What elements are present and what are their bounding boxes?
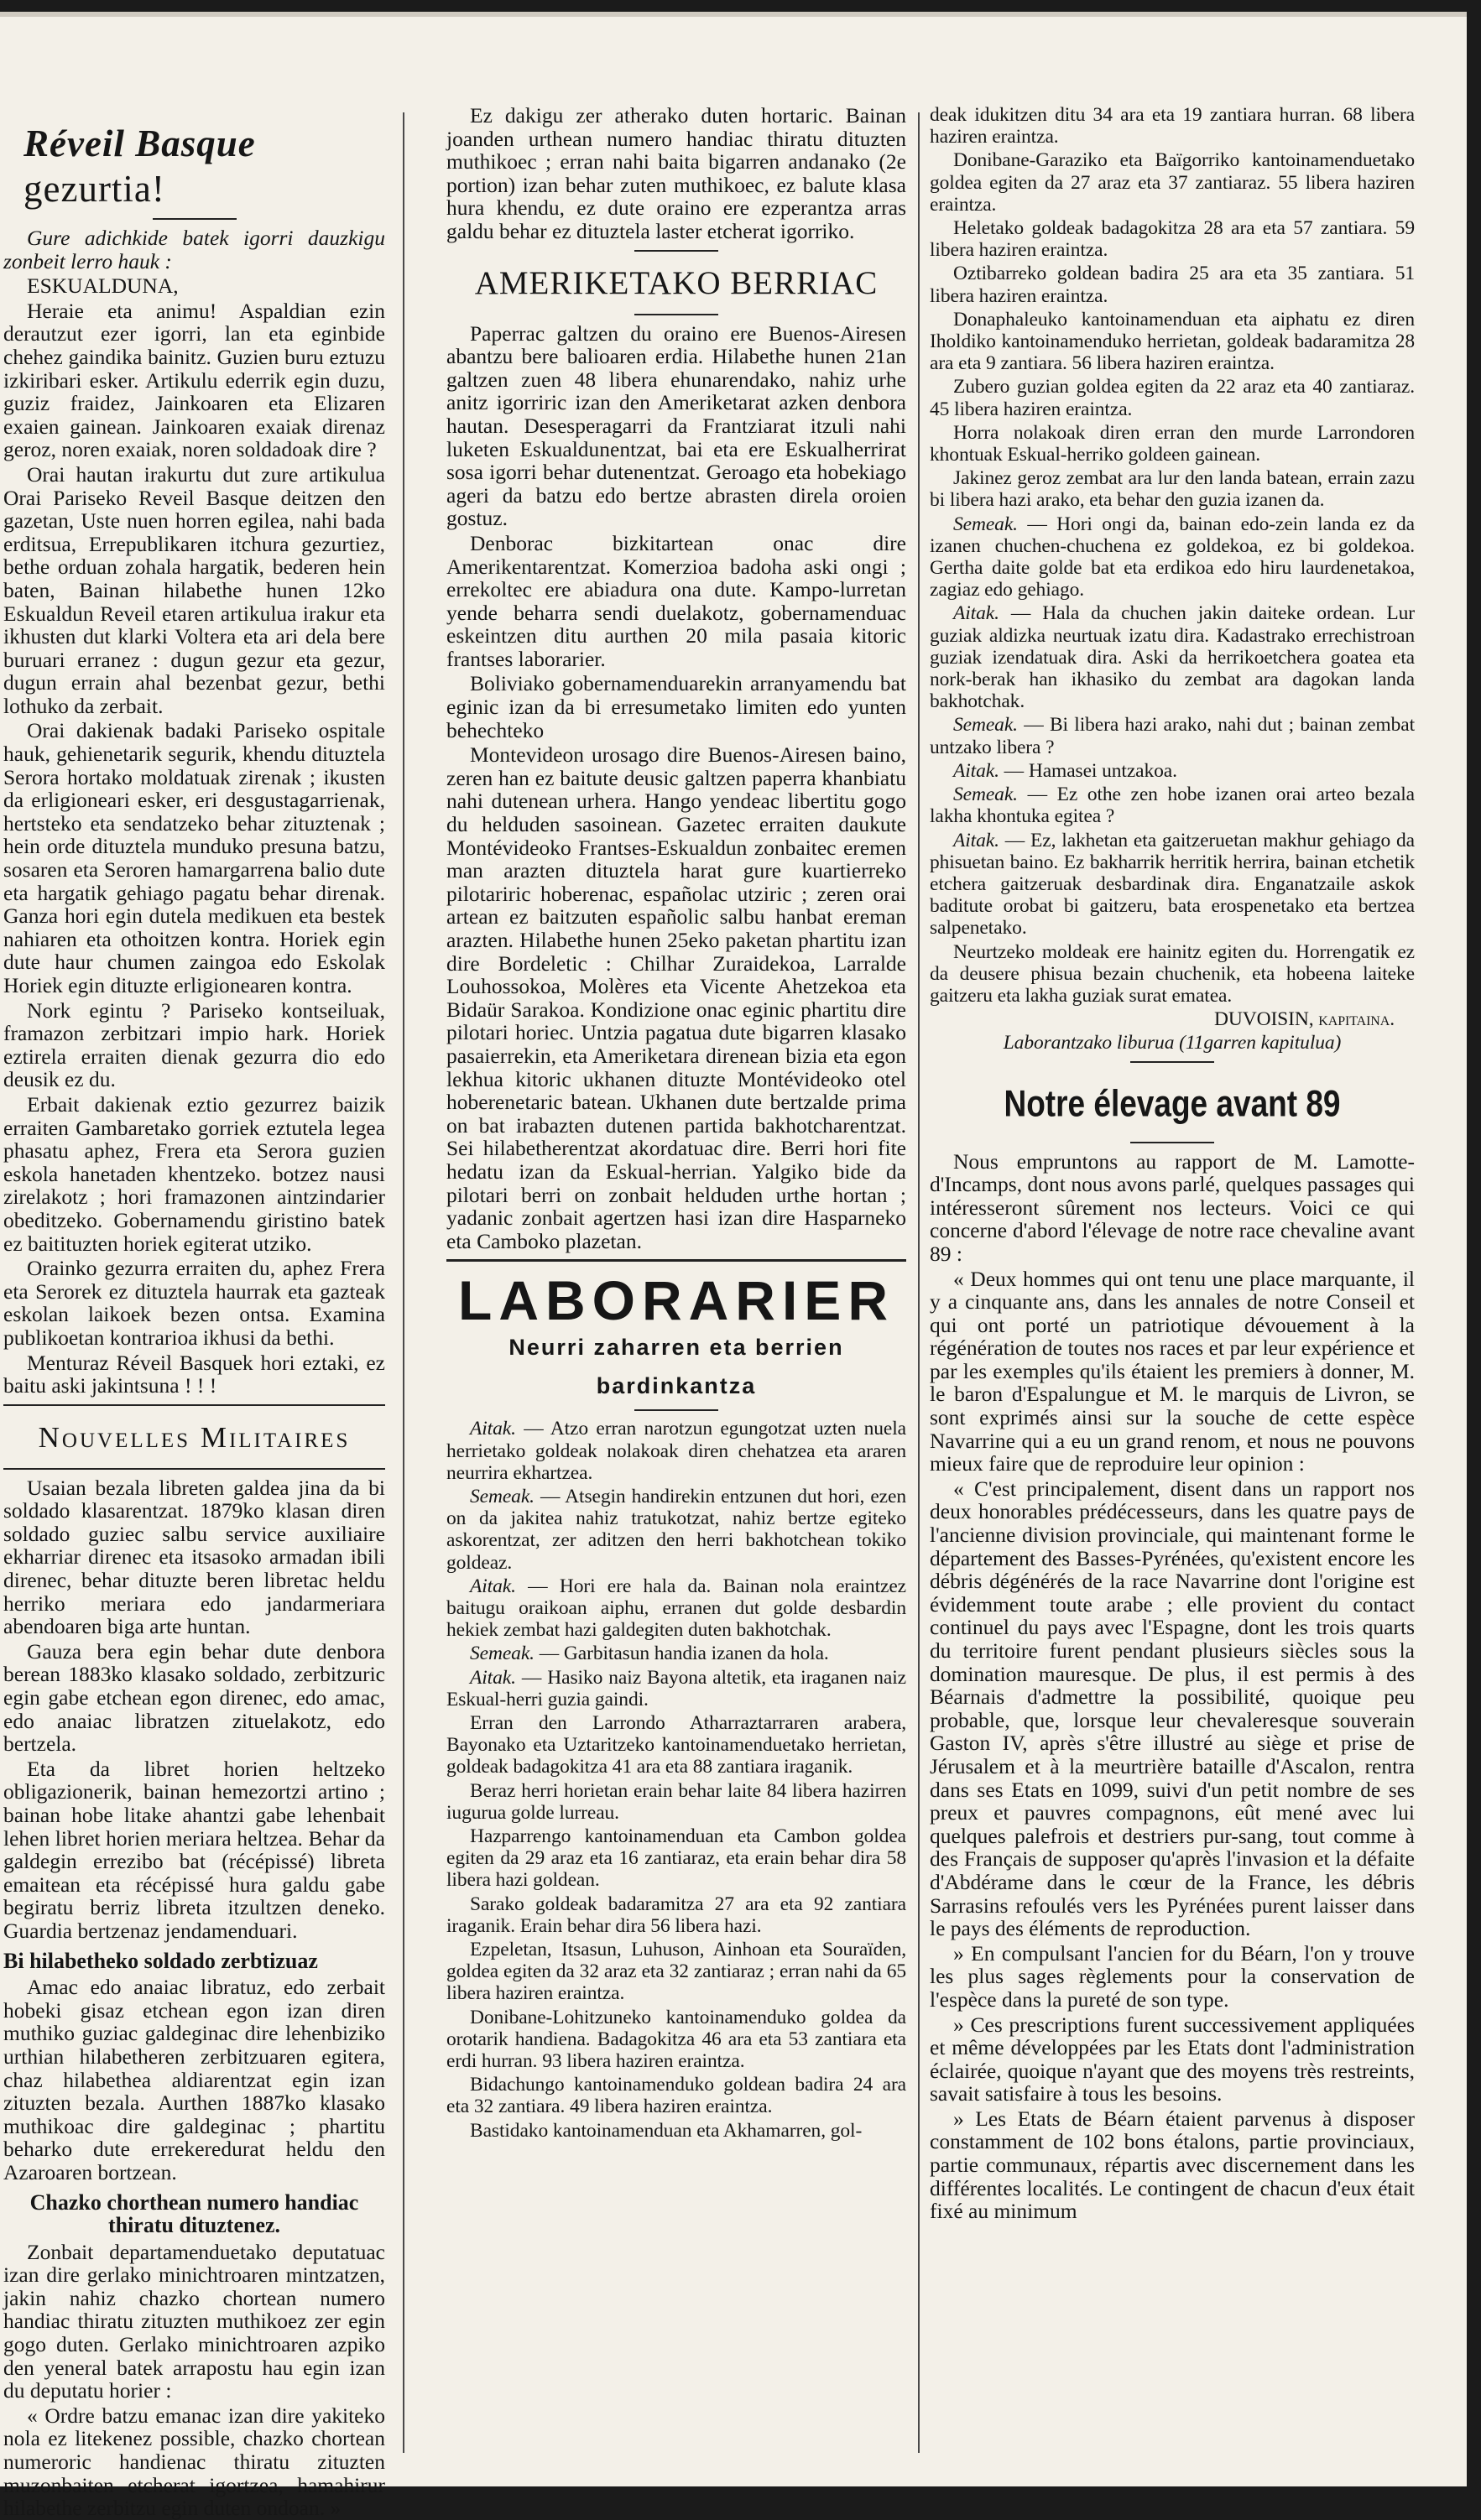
paragraph: Nous empruntons au rapport de M. Lamotte-d'Incamps, dont nous avons parlé, quelques passages qui intéresseront sûrement nos lecteurs. Voici ce qui concerne d'abord l'élevage de notre race chevaline avant 89 : — [930, 1148, 1415, 1266]
paragraph: Orainko gezurra erraiten du, aphez Frera eta Serorek ez dituztela haurrak eta gazteak eskolan laikoek bezen ontsa. Examina publikoetan kontrarioa ikhusi da bethi. — [3, 1256, 385, 1350]
column-left — [3, 104, 385, 2520]
paragraph: Menturaz Réveil Basquek hori eztaki, ez baitu aski jakintsuna ! ! ! — [3, 1350, 385, 1398]
dialogue-line — [930, 830, 1415, 940]
section-rule — [3, 1468, 385, 1470]
speaker: Aitak. — [953, 602, 999, 625]
dialogue-text: — Garbitasun handia izanen da hola. — [539, 1643, 829, 1665]
paragraph: Bidachungo kantoinamenduko goldean badira 24 ara eta 32 zantiara. 49 libera haziren eraintza. — [446, 2074, 906, 2118]
section-rule — [634, 314, 718, 315]
dialogue-line — [446, 1667, 906, 1710]
newspaper-page — [0, 12, 1467, 2520]
subheading: Bi hilabetheko soldado zerbtizuaz — [3, 1948, 318, 1973]
paragraph: Erran den Larrondo Atharraztarraren arabera, Bayonako eta Uztaritzeko kantoinamenduetako herrietan, goldeak badagokitza 41 ara eta 88 zantiara iraganik. — [446, 1711, 906, 1778]
speaker: Semeak. — [470, 1485, 535, 1507]
section-rule — [3, 1404, 385, 1406]
dialogue-line — [446, 1418, 906, 1484]
dialogue-line — [930, 714, 1415, 758]
paragraph: Horra nolakoak diren erran den murde Larrondoren khontuak Eskual-herriko goldeen gainean. — [930, 421, 1415, 466]
speaker: Semeak. — [953, 513, 1018, 535]
section-rule — [634, 1409, 718, 1411]
paragraph: Zubero guzian goldea egiten da 22 araz eta 40 zantiaraz. 45 libera haziren eraintza. — [930, 376, 1415, 420]
dialogue-line — [930, 602, 1415, 712]
section-title-elevage: Notre élevage avant 89 — [1004, 1082, 1341, 1124]
dialogue-text: — Ez othe zen hobe izanen orai arteo bezala lakha khontuka egitea ? — [930, 784, 1415, 828]
paragraph: « Ordre batzu emanac izan dire yakiteko nola ez litekenez possible, chazko chortean numeroric handienac thiratu zituzten muzonbaiten etcherat igortzea, hamahirur hilabethe zerbitzu egin duten ondoan. » — [3, 2403, 385, 2520]
article-title-rest: gezurtia! — [23, 168, 165, 210]
article-title-reveil — [23, 121, 385, 211]
column-right — [930, 104, 1415, 2457]
section-rule — [446, 1259, 906, 1262]
speaker: Aitak. — [953, 759, 999, 782]
paragraph: Jakinez geroz zembat ara lur den landa batean, errain zazu bi libera hazi arako, eta behar den guzia izanen da. — [930, 467, 1415, 512]
section-rule — [1130, 1142, 1214, 1143]
section-title-military: Nouvelles Militaires — [38, 1420, 351, 1454]
dialogue-line — [930, 513, 1415, 601]
paragraph: Heletako goldeak badagokitza 28 ara eta 57 zantiara. 59 libera haziren eraintza. — [930, 217, 1415, 262]
paragraph: Ez dakigu zer atherako duten hortaric. Bainan joanden urthean numero handiac thiratu dituzten muthikoec ; erran nahi baita bigarren andanako (2e portion) izan behar zuten muthikoec, ez balute klasa hura khendu, ez dute oraino ere ezperantza arras galdu behar ez dituztela laster etcherat igorriko. — [446, 103, 906, 243]
subheading: Chazko chorthean numero handiac thiratu dituztenez. — [29, 2189, 359, 2238]
intro-line: Gure adichkide batek igorri dauzkigu zonbeit lerro hauk : — [3, 226, 385, 273]
dialogue-text: — Atsegin handirekin entzunen dut hori, ezen on da jakitea nahiz tratukotzat, nahiz bertze egiteko askorentzat, zer aditzen den herri bakhotchean tokiko goldeaz. — [446, 1485, 906, 1574]
speaker: Aitak. — [470, 1666, 516, 1689]
paragraph: Heraie eta animu! Aspaldian ezin derautzut ezer igorri, lan eta eginbide chehez gaindika bainitz. Guzien buru eztuzu izkiribari esker. Artikulu ederrik egin duzu, guziz fraidez, Jainkoaren eta Elizaren exaien gainean. Jainkoaren exaiak direnaz geroz, noren exaiak, noren soldadoak dire ? — [3, 298, 385, 462]
section-subtitle: Neurri zaharren eta berrien — [508, 1335, 844, 1361]
section-rule — [634, 250, 718, 252]
paragraph: Gauza bera egin behar dute denbora berean 1883ko klasako soldado, zerbitzuric egin gabe etchean egon direnec, edo amac, edo anaiac libratzen zituelakotz, edo bertzela. — [3, 1638, 385, 1757]
dialogue-text: — Hamasei untzakoa. — [1004, 759, 1177, 782]
paragraph: Paperrac galtzen du oraino ere Buenos-Airesen abantzu bere balioaren erdia. Hilabethe hunen 21an galtzen zuen 48 libera ehunarendako, nahiz urhe anitz igorriric izan den Ameriketarat azken denbora hautan. Desesperagarri da Frantziarat itzuli nahi luketen Eskualdunentzat, bai eta ere Eskualherrirat sosa igorri behar dutenentzat. Geroago eta hobekiago ageri da batzu edo bertze abrasten direla oroien gostuz. — [446, 320, 906, 531]
column-divider — [403, 112, 404, 2453]
section-title-ameriketako: AMERIKETAKO BERRIAC — [474, 264, 879, 301]
dialogue-line — [446, 1643, 906, 1664]
page-top-edge — [0, 12, 1467, 17]
dialogue-text: — Bi libera hazi arako, nahi dut ; bainan zembat untzako libera ? — [930, 714, 1415, 758]
column-middle — [446, 104, 906, 2457]
column-divider — [918, 112, 920, 2453]
speaker: Semeak. — [953, 714, 1018, 737]
paragraph: » Ces prescriptions furent successivement appliquées et même développées par les Etats dont l'administration éclairée, quoique n'ayant que des moyens très restreints, savait satisfaire à tous les besoins. — [930, 2012, 1415, 2106]
speaker: Semeak. — [953, 784, 1018, 806]
paragraph: Beraz herri horietan erain behar laite 84 libera hazirren iugurua golde lurreau. — [446, 1779, 906, 1824]
article-title-italic: Réveil Basque — [23, 122, 256, 164]
dialogue-text: — Hori ere hala da. Bainan nola eraintzez baitugu oraikoan aiphu, erranen dut golde desbardin hekiek zembat hazi galdegiten duten bakhotchak. — [446, 1575, 906, 1642]
dialogue-line — [930, 784, 1415, 827]
paragraph: Boliviako gobernamenduarekin arranyamendu bat eginic izan da bi erresumetako limiten edo yunten behechteko — [446, 671, 906, 742]
dialogue-text: — Atzo erran narotzun egungotzat uzten nuela herrietako goldeak nolakoak diren chehatzea eta araren neurrira ekhartzea. — [446, 1418, 906, 1484]
paragraph: Donaphaleuko kantoinamenduan eta aiphatu ez diren Iholdiko kantoinamenduko herrietan, goldeak badaramitza 28 ara eta 9 zantiara. 56 libera haziren eraintza. — [930, 308, 1415, 375]
paragraph: Amac edo anaiac libratuz, edo zerbait hobeki gisaz etchean egon izan diren muthiko guziac galdeginac dire lehenbiziko urthian hilabetheren zerbitzuaren egitera, chaz hilabethea aldiarentzat egin izan zituzten bezala. Aurthen 1887ko klasako muthikoac dire galdeginac ; phartitu beharko dute errekeredurat heldu den Azaroaren bortzean. — [3, 1975, 385, 2184]
speaker: Aitak. — [470, 1575, 516, 1597]
paragraph: Donibane-Lohitzuneko kantoinamenduko goldea da orotarik handiena. Badagokitza 46 ara eta 53 zantiara eta erdi hurran. 93 libera haziren eraintza. — [446, 2006, 906, 2072]
dialogue-line — [446, 1575, 906, 1642]
paragraph: Sarako goldeak badaramitza 27 ara eta 92 zantiara iraganik. Erain behar dira 56 libera hazi. — [446, 1893, 906, 1937]
paragraph: Hazparrengo kantoinamenduan eta Cambon goldea egiten da 29 araz eta 16 zantiaraz, eta erain behar dira 58 libera hazi goldean. — [446, 1825, 906, 1892]
dialogue-text: — Hala da chuchen jakin daiteke ordean. Lur guziak aldizka neurtuak izatu dira. Kadastrako errechistroan guziak izendatuak dira. Aski da herrikoetchera goatea eta nork-berak han ikhasiko du zembat ara dagokan landa bakhotchak. — [930, 602, 1415, 713]
source-note: Laborantzako liburua (11garren kapitulua) — [1003, 1032, 1342, 1054]
paragraph: « C'est principalement, disent dans un rapport nos deux honorables prédécesseurs, dans les quatre pays de l'ancienne division provinciale, qui maintenant forme le département des Basses-Pyrénées, qu'existent encore les débris dégénérés de la race Navarrine dont l'origine est évidemment toute arabe ; elle provient du contact continuel du pays avec l'Espagne, dont les trois quarts du territoire furent pendant plusieurs siècles sous la domination mauresque. De plus, il est permis à des Béarnais d'admettre la possibilité, quoique peu probable, que, lorsque leur chevaleresque souverain Gaston IV, après s'être illustré au siège et prise de Jérusalem et à la meurtrière bataille d'Ascalon, rentra dans ses Etats en 1099, suivi d'un petit nombre de ses preux et pauvres compagnons, eût mené avec lui quelques palefrois et destriers pur-sang, tout comme à des Français de supposer qu'après l'invasion et la défaite d'Abdérame dans le cœur de la France, les débris Sarrasins refoulés vers les Pyrénées purent laisser dans le pays des éléments de reproduction. — [930, 1476, 1415, 1941]
section-rule — [1130, 1061, 1214, 1063]
paragraph: « Deux hommes qui ont tenu une place marquante, il y a cinquante ans, dans les annales de notre Conseil et qui ont porté un patriotique dévouement à la régénération de toutes nos races et par leur expérience et par les exemples qu'ils étaient les premiers à donner, M. le baron d'Espalungue et M. le marquis de Livron, se sont exprimés ainsi sur la souche de cette espèce Navarrine qui a eu un grand renom, et nous ne pouvons mieux faire que de reproduire leur opinion : — [930, 1266, 1415, 1476]
dialogue-text: — Hasiko naiz Bayona altetik, eta iraganen naiz Eskual-herri guzia gaindi. — [446, 1666, 906, 1710]
paragraph: Zonbait departamenduetako deputatuac izan dire gerlako minichtroaren mintzatzen, jakin nahiz chazko chortean numero handiac thiratu zituzten muthikoez zer egin gogo duten. Gerlako minichtroaren azpiko den yeneral batek arrapostu hau egin izan du deputatu horier : — [3, 2239, 385, 2403]
paragraph: Neurtzeko moldeak ere hainitz egiten du. Horrengatik ez da deusere phisua bezain chuchenik, eta hobeena laiteke gaitzeru eta lakha guziak surat ematea. — [930, 940, 1415, 1007]
section-subtitle: bardinkantza — [596, 1373, 757, 1399]
paragraph: » En compulsant l'ancien for du Béarn, l'on y trouve les plus sages règlements pour la conservation de l'espèce dans la pureté de son type. — [930, 1940, 1415, 2012]
paragraph: Usaian bezala libreten galdea jina da bi soldado klasarentzat. 1879ko klasan diren soldado guziec salbu service auxiliaire ekharriar direnec eta itsasoko armadan ibili direnec, behar dituzte beren libretac heldu herriko meriara edo jandarmeriara abendoaren biga arte huntan. — [3, 1475, 385, 1639]
paragraph: deak idukitzen ditu 34 ara eta 19 zantiara hurran. 68 libera haziren eraintza. — [930, 104, 1415, 148]
dialogue-text: — Hori ongi da, bainan edo-zein landa ez da izanen chuchen-chuchena ez goldekoa, ez bi goldekoa. Gertha daite golde bat eta erdikoa edo hiru laurdenetakoa, zagiaz edo gehiago. — [930, 513, 1416, 601]
speaker: Aitak. — [470, 1418, 516, 1440]
paragraph: » Les Etats de Béarn étaient parvenus à disposer constamment de 102 bons étalons, partie provinciaux, partie communaux, répartis avec discernement dans les différentes localités. Le contingent de chacun d'eux était fixé au minimum — [930, 2106, 1415, 2224]
paragraph: Ezpeletan, Itsasun, Luhuson, Ainhoan eta Souraïden, goldea egiten da 32 araz eta 32 zantiaraz ; erran nahi da 65 libera haziren eraintza. — [446, 1938, 906, 2005]
paragraph: Denborac bizkitartean onac dire Amerikentarentzat. Komerzioa badoha aski ongi ; errekoltec ere abiadura ona dute. Kampo-lurretan yende beharra sendi duelakotz, gobernamenduac eskeintzen ditu aurthen 20 mila pasaia kitoric frantses laborarier. — [446, 530, 906, 671]
section-title-laborarier: LABORARIER — [458, 1269, 894, 1332]
paragraph: Bastidako kantoinamenduan eta Akhamarren, gol- — [470, 2119, 863, 2142]
title-rule — [153, 218, 237, 220]
speaker: Aitak. — [953, 829, 999, 851]
speaker: Semeak. — [470, 1643, 535, 1665]
paragraph: Eta da libret horien heltzeko obligazionerik, bainan hemezortzi artino ; bainan hobe litake ahantzi gabe lehenbait lehen libret horien meriara heltzea. Behar da galdegin errezibo bat (récépissé) libreta emaitean eta récépissé hura galdu gabe begiratu berriz libreta itzultzen deneko. Guardia bertzenaz jendamenduari. — [3, 1756, 385, 1943]
dialogue-line — [446, 1486, 906, 1574]
signature: DUVOISIN, kapitaina. — [1213, 1008, 1395, 1031]
paragraph: Donibane-Garaziko eta Baïgorriko kantoinamenduetako goldea egiten da 27 araz eta 37 zantiaraz. 55 libera haziren eraintza. — [930, 149, 1415, 216]
paragraph: Erbait dakienak eztio gezurrez baizik erraiten Gambaretako gorriek eztutela legea phasatu aphez, Frera eta Serora guzien eskola hanetaden khentzeko. botzez nausi zirelakotz ; hori framazonen aintzindarier obeditzeko. Gobernamendu giristino batek ez baitituzten horiek egiterat utziko. — [3, 1091, 385, 1256]
paragraph: Orai hautan irakurtu dut zure artikulua Orai Pariseko Reveil Basque deitzen den gazetan, Uste nuen horren egilea, nahi bada erditsua, Errepublikaren itchura gezurtiez, bethe orduan zohala hargatik, bederen hein baten, Bainan hilabethe hunen 12ko Eskualdun Reveil etaren artikulua irakur eta ikhusten dut klarki Voltera eta ari dela bere buruari erranez : dugun gezur eta gezur, dugun errain ahal bezenbat gezur, bethi lothuko da zerbait. — [3, 461, 385, 718]
dialogue-line — [930, 760, 1415, 782]
paragraph: Nork egintu ? Pariseko kontseiluak, framazon zerbitzari impio hark. Horiek eztirela erraiten dienak gezurra dio edo deusik ez du. — [3, 997, 385, 1092]
dialogue-text: — Ez, lakhetan eta gaitzeruetan makhur gehiago da phisuetan baino. Ez bakharrik herritik herrira, bainan etchetik etchera gaitzeruak desbardinak dira. Enganatzaile askok baditute orobat bi gaitzeru, bata erospenetako eta bertzea salpenetako. — [930, 829, 1415, 940]
salutation: ESKUALDUNA, — [27, 273, 179, 299]
paragraph: Oztibarreko goldean badira 25 ara eta 35 zantiara. 51 libera haziren eraintza. — [930, 263, 1415, 307]
paragraph: Orai dakienak badaki Pariseko ospitale hauk, gehienetarik segurik, khendu dituztela Serora hortako moldatuak zirenak ; ikusten da erligioneari esker, eri desgustagarrienak, hertsteko eta sendatzeko behar zituztenak ; hein orde dituztela munduko presuna batzu, sosaren eta Seroren hamargarrena balio dute eta hargatik gehiago pagatu behar direnak. Ganza hori egin dutela medikuen eta bestek nahiaren eta othoitzen kontra. Horiek egin dute haur chumen zaingoa edo Eskolak Horiek egin dituzte erligionearen kontra. — [3, 718, 385, 997]
paragraph: Montevideon urosago dire Buenos-Airesen baino, zeren han ez baitute deusic galtzen paperra khanbiatu nahi dutenean urhera. Hango yendeac libertitu gogo du helduden sasoinean. Gazetec erraiten daukute Montévideoko Frantses-Eskualdun zonbaitec eremen man arazten dituztela harat gure kuartierreko pilotariric hoberenac, españolac utziric ; zeren orai artean ez baitzuten españolic salbu hanbat ereman arazten. Hilabethe hunen 25eko paketan phartitu izan dire Bordeletic : Chilhar Zuraidekoa, Larralde Louhossokoa, Molères eta Vicente Ahetzekoa eta Bidaür Sarakoa. Kondizione onac eginic phartitu dire pilotari horiec. Untzia pagatua dute bigarren klasako pasaierrekin, eta Ameriketara direnean bizia eta egon lekhua kitoric ukhanen dituzte Montévideoko otel hoberenetaric batean. Ukhanen dute bertzalde prima on bat irabazten dutenen partida bakhotcharentzat. Sei hilabetherentzat akordatuac dire. Berri hori fite hedatu izan da Eskual-herrian. Yalgiko bide da pilotari berri on zonbait helduden urthe hortan ; yadanic zonbait agertzen hasi izan dire Hasparneko eta Camboko plazetan. — [446, 742, 906, 1253]
